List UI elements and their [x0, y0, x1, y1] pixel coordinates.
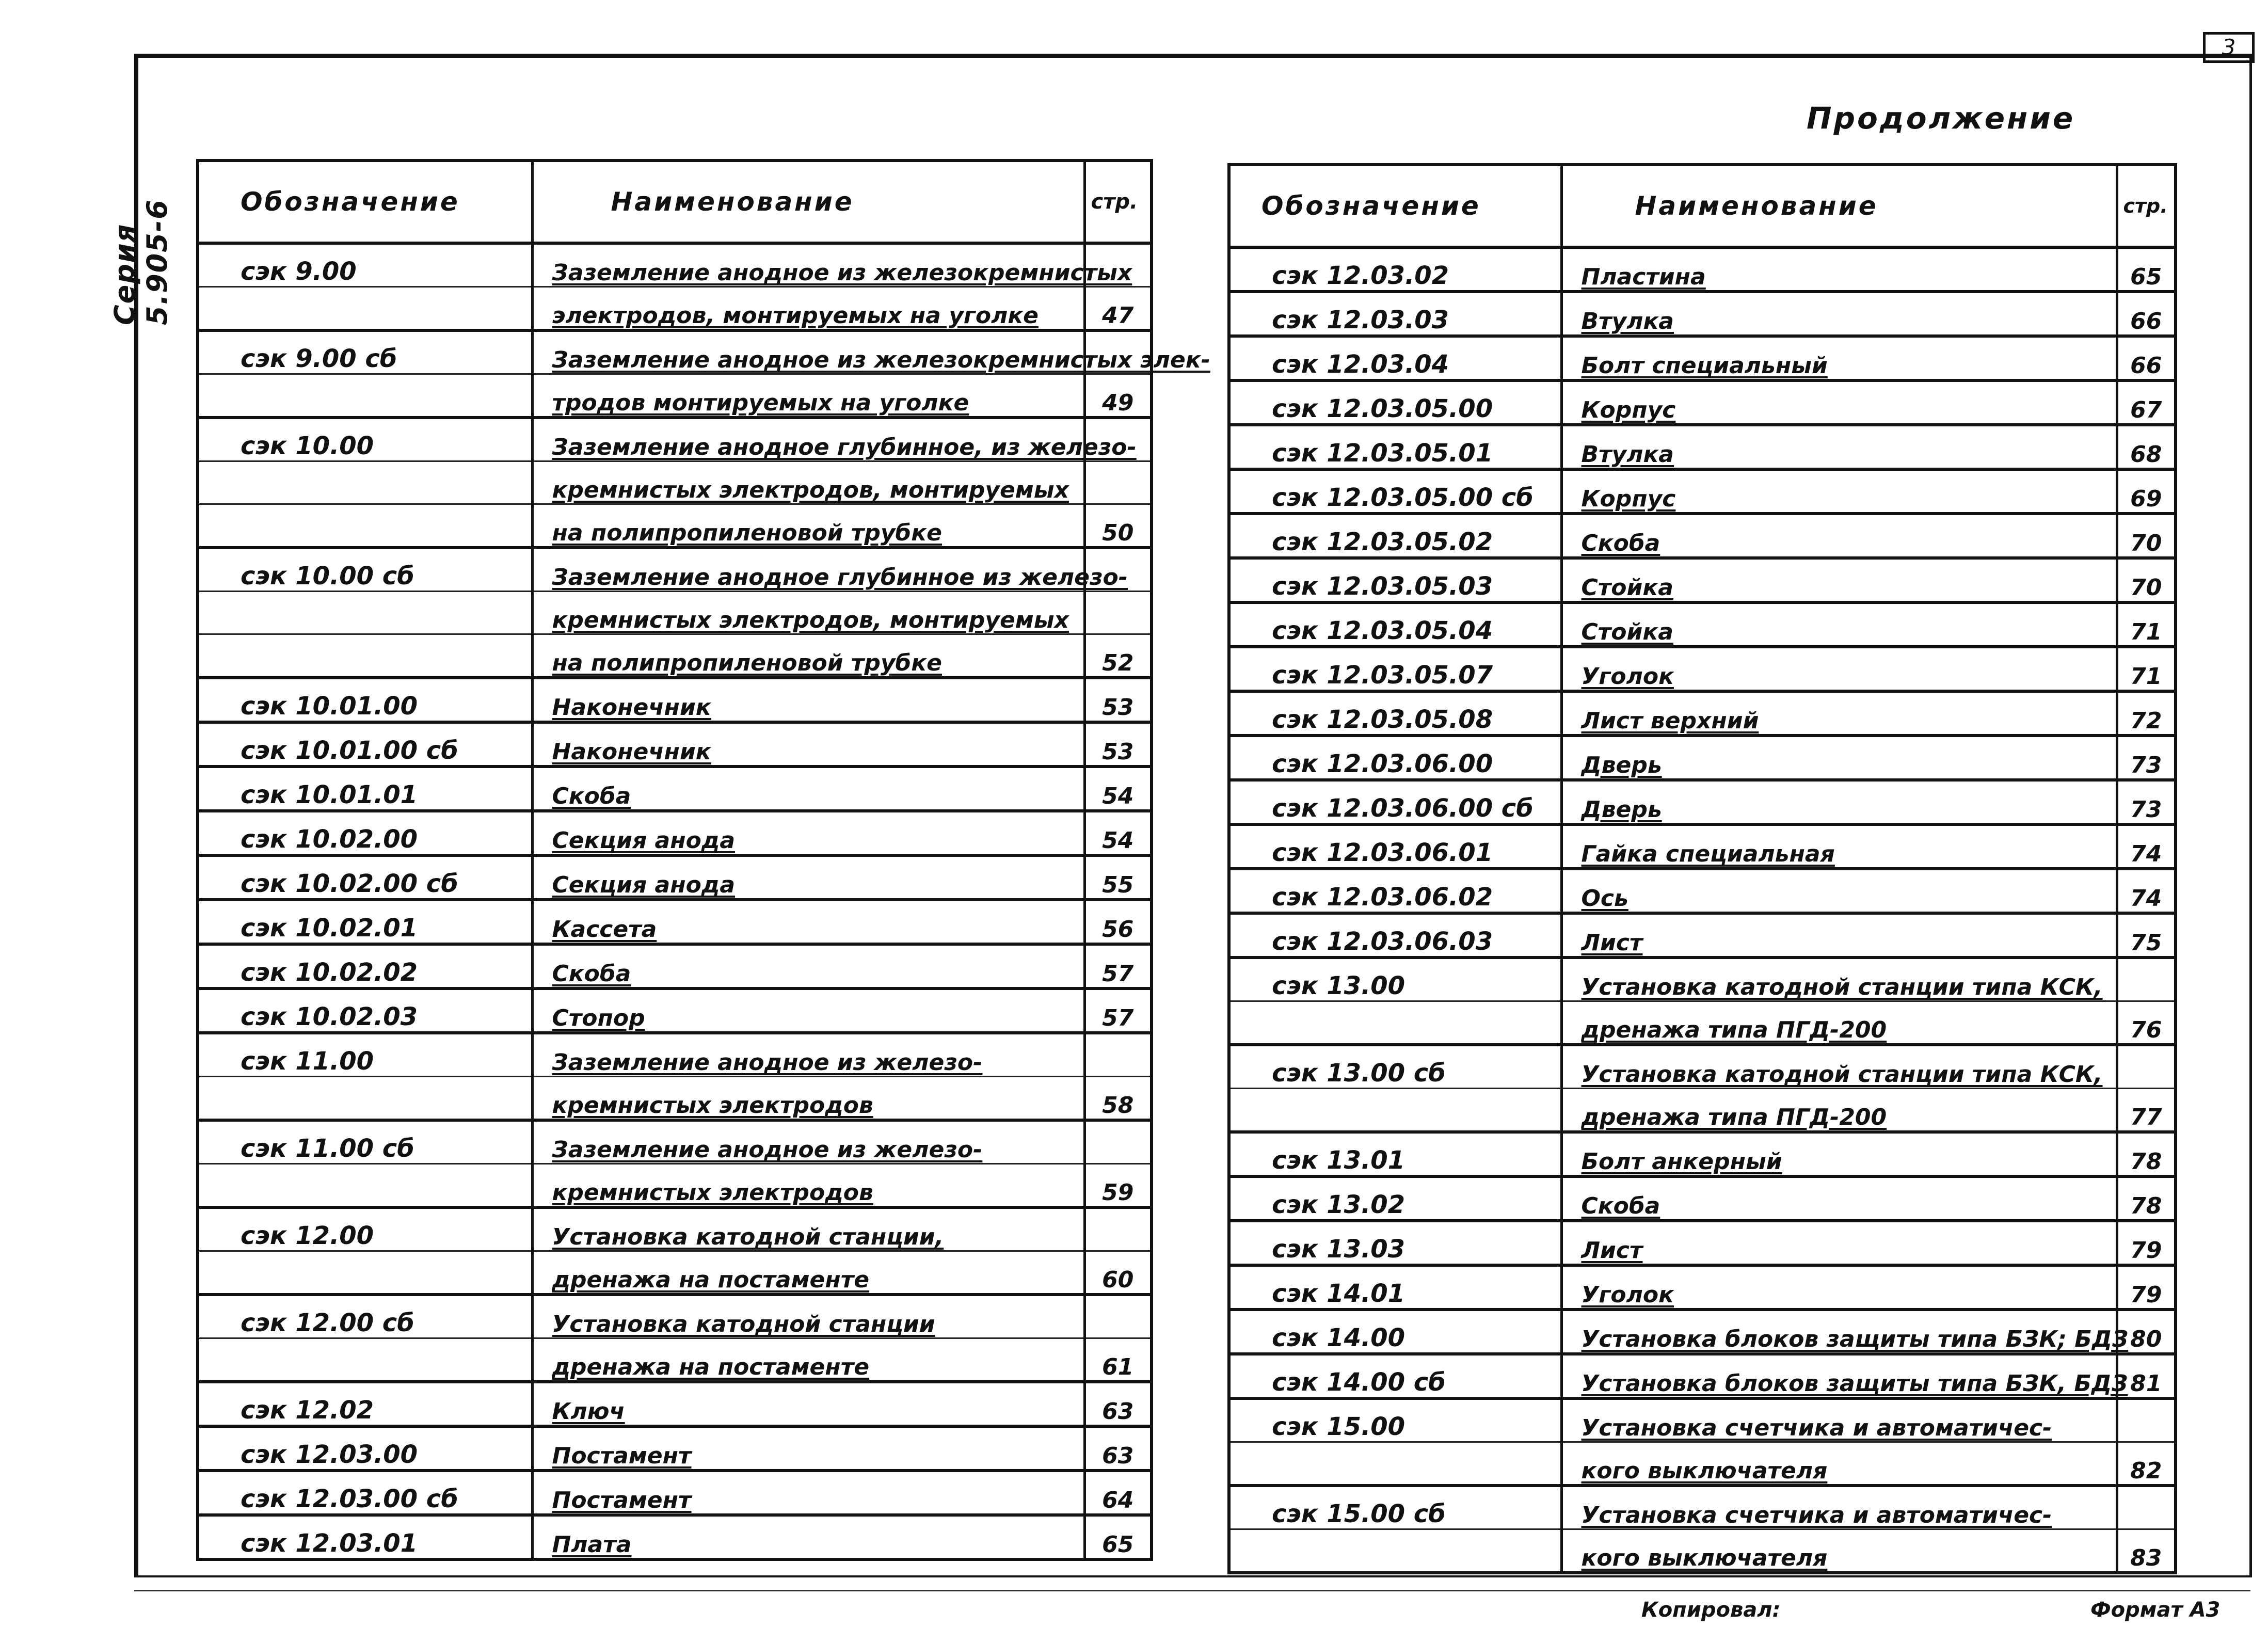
row-designation: сэк 10.00	[198, 418, 532, 461]
table-row	[1229, 1176, 2176, 1221]
row-designation: сэк 13.03	[1229, 1221, 1561, 1265]
table-row	[198, 1471, 1152, 1515]
col-designation: Обозначение	[198, 161, 532, 243]
row-designation: сэк 12.03.05.03	[1229, 558, 1561, 602]
row-name: Уголок	[1561, 1265, 2117, 1310]
row-name: Болт специальный	[1561, 336, 2117, 380]
row-designation: сэк 11.00 сб	[198, 1120, 532, 1164]
row-name: кремнистых электродов, монтируемых	[532, 461, 1084, 504]
row-name: Установка катодной станции	[532, 1295, 1084, 1338]
row-name: Лист	[1561, 913, 2117, 958]
row-designation: сэк 12.03.00	[198, 1426, 532, 1471]
row-designation	[1229, 1089, 1561, 1132]
table-row	[198, 1033, 1152, 1077]
row-name: дренажа типа ПГД-200	[1561, 1001, 2117, 1045]
row-designation: сэк 12.02	[198, 1382, 532, 1426]
row-designation	[198, 461, 532, 504]
row-page	[2117, 1398, 2176, 1442]
row-designation: сэк 10.01.00 сб	[198, 722, 532, 767]
row-designation: сэк 12.03.05.02	[1229, 514, 1561, 558]
table-header	[198, 161, 1152, 243]
page-heading: Продолжение	[1807, 101, 2075, 136]
table-row	[198, 1251, 1152, 1295]
row-designation: сэк 12.03.05.08	[1229, 691, 1561, 736]
table-row	[1229, 1001, 2176, 1045]
row-designation	[198, 374, 532, 418]
row-designation: сэк 10.01.01	[198, 767, 532, 811]
row-name: Секция анода	[532, 811, 1084, 855]
row-name: Скоба	[1561, 514, 2117, 558]
row-name: Ось	[1561, 869, 2117, 913]
row-designation: сэк 12.03.05.00	[1229, 380, 1561, 425]
row-page: 60	[1084, 1251, 1152, 1295]
row-name: Установка катодной станции типа КСК,	[1561, 958, 2117, 1001]
row-name: Скоба	[532, 944, 1084, 988]
row-designation: сэк 10.00 сб	[198, 548, 532, 592]
row-name: Ключ	[532, 1382, 1084, 1426]
row-name: Дверь	[1561, 736, 2117, 780]
table-row	[1229, 913, 2176, 958]
row-page	[1084, 1295, 1152, 1338]
table-row	[1229, 1442, 2176, 1486]
row-designation	[1229, 1529, 1561, 1573]
row-page: 68	[2117, 425, 2176, 469]
col-name: Наименование	[532, 161, 1084, 243]
table-row	[1229, 958, 2176, 1001]
right-table	[1227, 163, 2177, 1574]
table-row	[198, 1515, 1152, 1559]
row-page	[1084, 592, 1152, 634]
row-page: 54	[1084, 811, 1152, 855]
table-row	[1229, 380, 2176, 425]
row-designation	[198, 1251, 532, 1295]
row-designation: сэк 9.00	[198, 243, 532, 287]
row-name: кремнистых электродов, монтируемых	[532, 592, 1084, 634]
row-name: Уголок	[1561, 647, 2117, 691]
row-page	[1084, 1033, 1152, 1077]
row-name: Заземление анодное из железокремнистых элек-	[532, 330, 1084, 374]
row-designation: сэк 12.03.05.00 сб	[1229, 469, 1561, 514]
table-row	[1229, 602, 2176, 647]
row-page: 79	[2117, 1265, 2176, 1310]
row-page: 63	[1084, 1382, 1152, 1426]
row-designation: сэк 12.00 сб	[198, 1295, 532, 1338]
row-name: Наконечник	[532, 678, 1084, 722]
table-row	[1229, 1265, 2176, 1310]
sheet-number: 3	[2203, 32, 2255, 63]
row-name: кого выключателя	[1561, 1442, 2117, 1486]
row-name: Постамент	[532, 1471, 1084, 1515]
row-designation: сэк 12.03.06.00 сб	[1229, 780, 1561, 824]
row-name: Пластина	[1561, 247, 2117, 292]
row-name: Установка катодной станции типа КСК,	[1561, 1045, 2117, 1089]
table-row	[1229, 1398, 2176, 1442]
col-designation: Обозначение	[1229, 165, 1561, 247]
row-page: 49	[1084, 374, 1152, 418]
row-page	[1084, 461, 1152, 504]
row-designation	[1229, 1442, 1561, 1486]
row-name: Скоба	[532, 767, 1084, 811]
row-page: 71	[2117, 647, 2176, 691]
row-name: электродов, монтируемых на уголке	[532, 287, 1084, 331]
row-name: Заземление анодное глубинное из железо-	[532, 548, 1084, 592]
row-designation: сэк 12.03.04	[1229, 336, 1561, 380]
row-designation: сэк 12.03.06.03	[1229, 913, 1561, 958]
col-page: стр.	[1084, 161, 1152, 243]
row-name: Болт анкерный	[1561, 1132, 2117, 1176]
table-row	[198, 811, 1152, 855]
table-row	[198, 1382, 1152, 1426]
row-page: 53	[1084, 722, 1152, 767]
row-designation	[198, 634, 532, 678]
paper-format: Формат А3	[2090, 1598, 2221, 1622]
table-row	[198, 592, 1152, 634]
left-table	[196, 159, 1210, 1561]
table-row	[198, 504, 1152, 548]
row-page: 73	[2117, 780, 2176, 824]
row-page: 82	[2117, 1442, 2176, 1486]
row-page: 61	[1084, 1338, 1152, 1382]
row-name: Установка блоков защиты типа БЗК, БДЗ	[1561, 1354, 2117, 1398]
row-page	[2117, 1045, 2176, 1089]
table-row	[1229, 1310, 2176, 1354]
row-page: 66	[2117, 292, 2176, 336]
row-name: на полипропиленовой трубке	[532, 634, 1084, 678]
row-name: Заземление анодное глубинное, из железо-	[532, 418, 1084, 461]
row-page: 53	[1084, 678, 1152, 722]
right-table-body	[1229, 247, 2176, 1573]
row-designation: сэк 13.02	[1229, 1176, 1561, 1221]
row-name: Секция анода	[532, 855, 1084, 900]
copied-by: Копировал:	[1641, 1598, 1781, 1622]
table-row	[198, 1120, 1152, 1164]
row-name: Лист верхний	[1561, 691, 2117, 736]
series-label: Серия 5.905-6	[108, 199, 173, 325]
table-row	[1229, 869, 2176, 913]
table-row	[198, 243, 1152, 287]
row-page: 55	[1084, 855, 1152, 900]
row-name: дренажа типа ПГД-200	[1561, 1089, 2117, 1132]
row-name: кремнистых электродов	[532, 1164, 1084, 1208]
row-page: 78	[2117, 1176, 2176, 1221]
row-designation: сэк 12.03.06.02	[1229, 869, 1561, 913]
row-page: 70	[2117, 514, 2176, 558]
row-page	[1084, 1207, 1152, 1251]
row-designation: сэк 10.02.01	[198, 900, 532, 944]
row-name: Скоба	[1561, 1176, 2117, 1221]
row-page: 77	[2117, 1089, 2176, 1132]
table-row	[1229, 247, 2176, 292]
row-name: Лист	[1561, 1221, 2117, 1265]
row-designation: сэк 10.02.00	[198, 811, 532, 855]
row-name: кого выключателя	[1561, 1529, 2117, 1573]
row-name: Установка счетчика и автоматичес-	[1561, 1398, 2117, 1442]
row-designation: сэк 12.03.03	[1229, 292, 1561, 336]
table-row	[1229, 736, 2176, 780]
table-row	[198, 900, 1152, 944]
table-row	[198, 1295, 1152, 1338]
row-name: дренажа на постаменте	[532, 1251, 1084, 1295]
row-designation: сэк 15.00 сб	[1229, 1486, 1561, 1529]
table-row	[1229, 514, 2176, 558]
row-page: 57	[1084, 988, 1152, 1033]
footer-divider	[134, 1590, 2250, 1591]
row-name: Постамент	[532, 1426, 1084, 1471]
row-name: Корпус	[1561, 380, 2117, 425]
row-designation: сэк 12.03.05.01	[1229, 425, 1561, 469]
row-designation: сэк 11.00	[198, 1033, 532, 1077]
row-name: Втулка	[1561, 292, 2117, 336]
row-page: 80	[2117, 1310, 2176, 1354]
row-name: дренажа на постаменте	[532, 1338, 1084, 1382]
table-row	[1229, 780, 2176, 824]
table-row	[1229, 558, 2176, 602]
row-page: 64	[1084, 1471, 1152, 1515]
row-page: 57	[1084, 944, 1152, 988]
row-page: 65	[2117, 247, 2176, 292]
table-row	[198, 722, 1152, 767]
table-row	[198, 418, 1152, 461]
table-row	[198, 855, 1152, 900]
table-row	[198, 678, 1152, 722]
row-page: 66	[2117, 336, 2176, 380]
row-name: Плата	[532, 1515, 1084, 1559]
table-row	[1229, 1529, 2176, 1573]
table-row	[198, 287, 1152, 331]
row-name: Установка катодной станции,	[532, 1207, 1084, 1251]
row-designation: сэк 14.00	[1229, 1310, 1561, 1354]
table-row	[198, 548, 1152, 592]
row-designation	[198, 1164, 532, 1208]
row-page: 78	[2117, 1132, 2176, 1176]
row-designation	[198, 287, 532, 331]
row-designation: сэк 13.01	[1229, 1132, 1561, 1176]
table-row	[198, 1077, 1152, 1121]
row-page: 83	[2117, 1529, 2176, 1573]
row-designation	[198, 504, 532, 548]
row-name: Заземление анодное из железо-	[532, 1033, 1084, 1077]
table-row	[1229, 824, 2176, 869]
table-row	[1229, 647, 2176, 691]
row-page: 75	[2117, 913, 2176, 958]
row-page	[1084, 1120, 1152, 1164]
row-name: Корпус	[1561, 469, 2117, 514]
row-page	[2117, 1486, 2176, 1529]
row-page: 52	[1084, 634, 1152, 678]
row-name: Гайка специальная	[1561, 824, 2117, 869]
row-name: Заземление анодное из железо-	[532, 1120, 1084, 1164]
table-row	[1229, 469, 2176, 514]
table-row	[198, 944, 1152, 988]
row-name: тродов монтируемых на уголке	[532, 374, 1084, 418]
row-designation	[198, 1077, 532, 1121]
col-page: стр.	[2117, 165, 2176, 247]
row-name: Стойка	[1561, 602, 2117, 647]
row-designation: сэк 15.00	[1229, 1398, 1561, 1442]
row-name: Кассета	[532, 900, 1084, 944]
row-name: кремнистых электродов	[532, 1077, 1084, 1121]
table-row	[1229, 1089, 2176, 1132]
row-designation: сэк 10.02.03	[198, 988, 532, 1033]
row-designation: сэк 10.02.00 сб	[198, 855, 532, 900]
row-designation: сэк 12.03.05.07	[1229, 647, 1561, 691]
row-page: 47	[1084, 287, 1152, 331]
row-page: 76	[2117, 1001, 2176, 1045]
row-page: 56	[1084, 900, 1152, 944]
table-row	[198, 1164, 1152, 1208]
row-page: 70	[2117, 558, 2176, 602]
row-designation	[1229, 1001, 1561, 1045]
row-page: 74	[2117, 824, 2176, 869]
row-designation: сэк 12.03.06.01	[1229, 824, 1561, 869]
table-row	[1229, 1221, 2176, 1265]
row-page: 74	[2117, 869, 2176, 913]
table-row	[1229, 691, 2176, 736]
row-designation: сэк 13.00	[1229, 958, 1561, 1001]
table-row	[1229, 1045, 2176, 1089]
row-name: Втулка	[1561, 425, 2117, 469]
table-row	[198, 1338, 1152, 1382]
row-designation: сэк 12.03.06.00	[1229, 736, 1561, 780]
table-row	[198, 461, 1152, 504]
table-row	[198, 988, 1152, 1033]
row-designation: сэк 9.00 сб	[198, 330, 532, 374]
row-designation	[198, 592, 532, 634]
table-row	[198, 330, 1152, 374]
row-page: 73	[2117, 736, 2176, 780]
row-designation: сэк 12.03.00 сб	[198, 1471, 532, 1515]
table-row	[198, 1207, 1152, 1251]
table-row	[198, 1426, 1152, 1471]
row-page: 79	[2117, 1221, 2176, 1265]
row-designation: сэк 12.00	[198, 1207, 532, 1251]
row-designation: сэк 12.03.01	[198, 1515, 532, 1559]
row-designation	[198, 1338, 532, 1382]
row-designation: сэк 10.02.02	[198, 944, 532, 988]
table-row	[1229, 336, 2176, 380]
row-page: 67	[2117, 380, 2176, 425]
row-page: 69	[2117, 469, 2176, 514]
row-designation: сэк 10.01.00	[198, 678, 532, 722]
row-name: Стопор	[532, 988, 1084, 1033]
row-designation: сэк 14.01	[1229, 1265, 1561, 1310]
row-name: Наконечник	[532, 722, 1084, 767]
row-page: 58	[1084, 1077, 1152, 1121]
row-page: 71	[2117, 602, 2176, 647]
row-name: Установка счетчика и автоматичес-	[1561, 1486, 2117, 1529]
table-row	[1229, 1354, 2176, 1398]
row-name: Установка блоков защиты типа БЗК; БДЗ	[1561, 1310, 2117, 1354]
row-page: 65	[1084, 1515, 1152, 1559]
table-row	[1229, 1132, 2176, 1176]
table-row	[1229, 425, 2176, 469]
row-page: 59	[1084, 1164, 1152, 1208]
row-name: Заземление анодное из железокремнистых	[532, 243, 1084, 287]
row-page: 81	[2117, 1354, 2176, 1398]
row-designation: сэк 12.03.05.04	[1229, 602, 1561, 647]
row-page: 50	[1084, 504, 1152, 548]
row-designation: сэк 13.00 сб	[1229, 1045, 1561, 1089]
col-name: Наименование	[1561, 165, 2117, 247]
table-row	[1229, 292, 2176, 336]
row-page: 63	[1084, 1426, 1152, 1471]
row-page: 54	[1084, 767, 1152, 811]
table-row	[198, 634, 1152, 678]
table-row	[198, 374, 1152, 418]
row-page: 72	[2117, 691, 2176, 736]
row-designation: сэк 14.00 сб	[1229, 1354, 1561, 1398]
row-name: Дверь	[1561, 780, 2117, 824]
left-table-body	[198, 243, 1210, 1559]
row-designation: сэк 12.03.02	[1229, 247, 1561, 292]
row-name: на полипропиленовой трубке	[532, 504, 1084, 548]
row-name: Стойка	[1561, 558, 2117, 602]
table-row	[1229, 1486, 2176, 1529]
table-header	[1229, 165, 2176, 247]
table-row	[198, 767, 1152, 811]
row-page	[2117, 958, 2176, 1001]
